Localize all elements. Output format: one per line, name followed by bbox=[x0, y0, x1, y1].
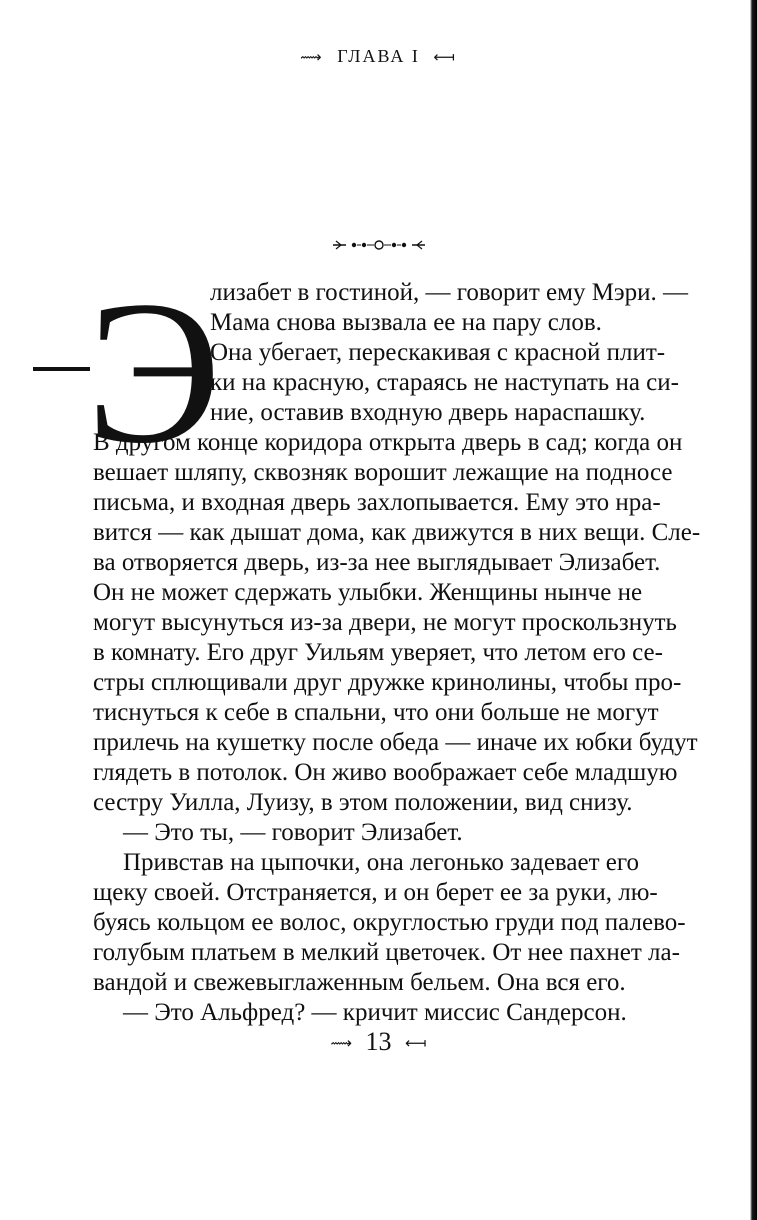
text-line: Мама снова вызвала ее на пару слов. bbox=[210, 309, 602, 336]
right-fleuron-icon: ⟻ bbox=[405, 1036, 427, 1053]
chapter-text bbox=[93, 278, 701, 1028]
text-line: могут высунуться из-за двери, не могут проскользнуть bbox=[93, 609, 677, 636]
chapter-header bbox=[0, 44, 757, 70]
second-paragraph bbox=[93, 848, 686, 998]
page-edge bbox=[750, 0, 757, 1220]
page-footer bbox=[0, 1027, 757, 1059]
text-line: вится — как дышат дома, как движутся в них вещи. Сле- bbox=[93, 519, 701, 546]
text-line: глядеть в потолок. Он живо воображает себе младшую bbox=[93, 759, 678, 786]
chapter-title: ГЛАВА I bbox=[337, 46, 420, 66]
section-ornament bbox=[0, 238, 757, 252]
page-number: 13 bbox=[365, 1027, 392, 1056]
drop-cap-letter: Э bbox=[86, 259, 222, 486]
text-line: Она убегает, перескакивая с красной плит- bbox=[210, 339, 666, 366]
text-line: лизабет в гостиной, — говорит ему Мэри. — bbox=[210, 279, 689, 306]
text-line: В другом конце коридора открыта дверь в сад; когда он bbox=[93, 429, 683, 456]
text-line: вандой и свежевыглаженным бельем. Она вся его. bbox=[93, 969, 626, 996]
text-line: буясь кольцом ее волос, округлостью груди под палево- bbox=[93, 909, 686, 936]
text-line: щеку своей. Отстраняется, и он берет ее за руки, лю- bbox=[93, 879, 658, 906]
text-line: ва отворяется дверь, из-за нее выглядывает Элизабет. bbox=[93, 549, 661, 576]
dropcap-paragraph bbox=[93, 278, 689, 428]
text-line: вешает шляпу, сквозняк ворошит лежащие на подносе bbox=[93, 459, 673, 486]
main-paragraph bbox=[93, 428, 701, 818]
text-line: Привстав на цыпочки, она легонько задевает его bbox=[123, 849, 639, 876]
text-line: сестру Уилла, Луизу, в этом положении, вид снизу. bbox=[93, 789, 633, 816]
text-line: ки на красную, стараясь не наступать на си- bbox=[210, 369, 679, 396]
right-fleuron-icon: ⟻ bbox=[433, 49, 457, 66]
section-divider-icon bbox=[331, 238, 427, 252]
text-line: Он не может сдержать улыбки. Женщины нынче не bbox=[93, 579, 643, 606]
dialogue-line: — Это Альфред? — кричит миссис Сандерсон. bbox=[123, 999, 627, 1026]
text-line: письма, и входная дверь захлопывается. Ему это нра- bbox=[93, 489, 661, 516]
text-line: в комнату. Его друг Уильям уверяет, что летом его се- bbox=[93, 639, 663, 666]
text-line: ние, оставив входную дверь нараспашку. bbox=[210, 399, 646, 426]
text-line: прилечь на кушетку после обеда — иначе их юбки будут bbox=[93, 729, 698, 756]
text-line: тиснуться к себе в спальни, что они больше не могут bbox=[93, 699, 659, 726]
text-line: стры сплющивали друг дружке кринолины, чтобы про- bbox=[93, 669, 682, 696]
left-fleuron-icon: ⟿ bbox=[330, 1036, 352, 1053]
left-fleuron-icon: ⟿ bbox=[300, 49, 324, 66]
text-line: голубым платьем в мелкий цветочек. От нее пахнет ла- bbox=[93, 939, 680, 966]
opening-dash bbox=[33, 367, 90, 371]
dialogue-line: — Это ты, — говорит Элизабет. bbox=[123, 819, 463, 846]
